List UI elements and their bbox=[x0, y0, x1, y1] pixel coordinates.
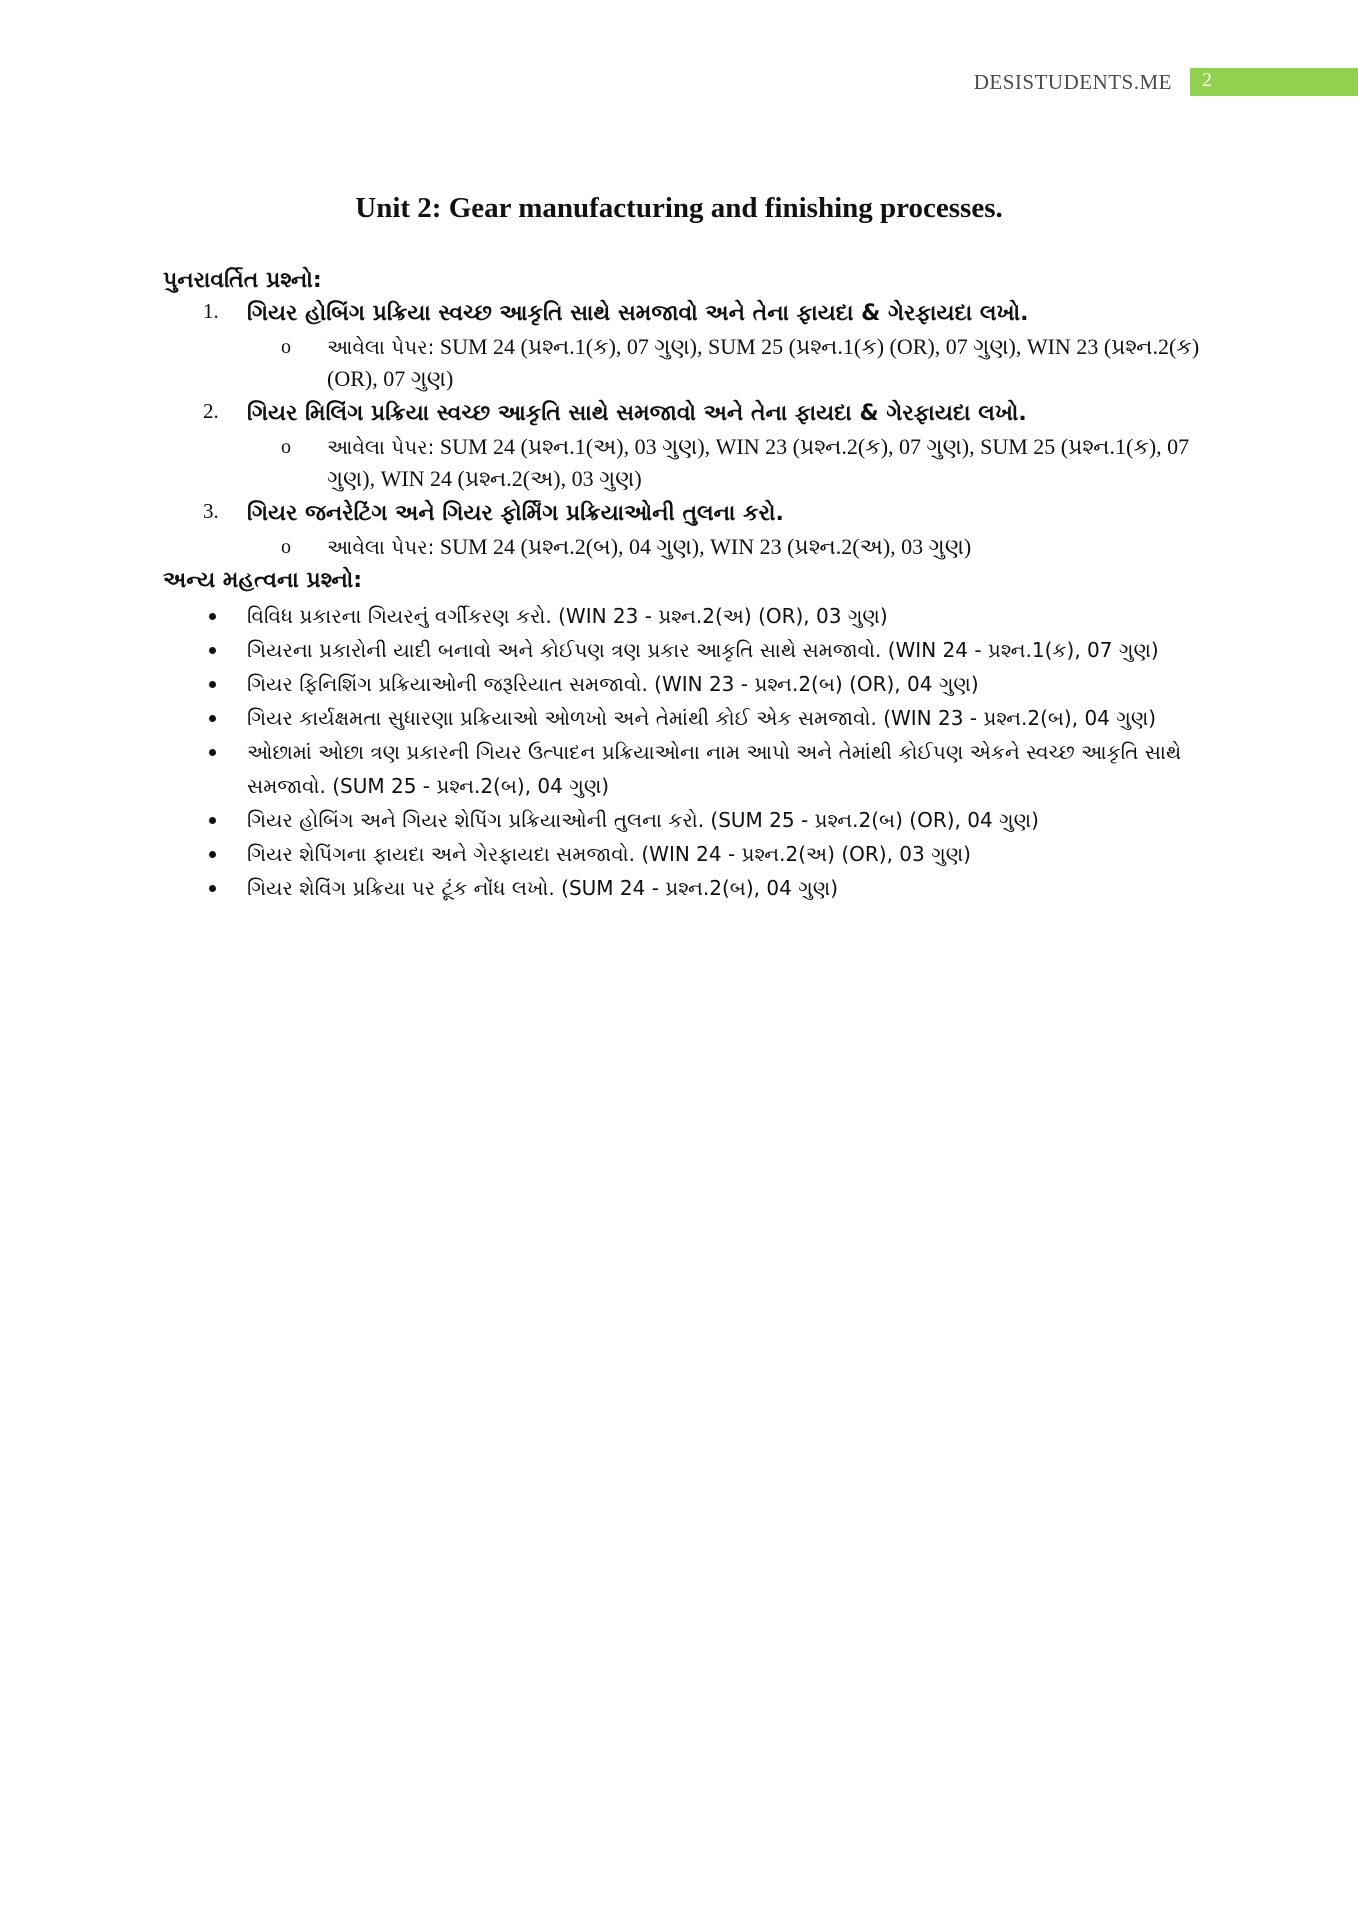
list-item bbox=[163, 837, 1203, 871]
repeated-questions-list bbox=[163, 297, 1203, 563]
bullet-icon bbox=[209, 613, 216, 620]
papers-label: આવેલા પેપર: bbox=[327, 535, 435, 559]
papers-text: SUM 24 (પ્રશ્ન.1(ક), 07 ગુણ), SUM 25 (પ્રશ્ન.1(ક) (OR), 07 ગુણ), WIN 23 (પ્રશ્ન.2(ક) (OR), 07 ગુણ) bbox=[327, 334, 1200, 391]
list-item bbox=[163, 397, 1203, 495]
question-text: ગિયર મિલિંગ પ્રક્રિયા સ્વચ્છ આકૃતિ સાથે સમજાવો અને તેના ફાયદા & ગેરફાયદા લખો. bbox=[247, 401, 1027, 426]
question-text: ગિયર જનરેટિંગ અને ગિયર ફોર્મિંગ પ્રક્રિયાઓની તુલના કરો. bbox=[247, 501, 784, 526]
bullet-icon bbox=[209, 817, 216, 824]
question-text: વિવિધ પ્રકારના ગિયરનું વર્ગીકરણ કરો. (WIN 23 - પ્રશ્ન.2(અ) (OR), 03 ગુણ) bbox=[247, 604, 888, 628]
bullet-icon bbox=[209, 749, 216, 756]
list-item bbox=[163, 667, 1203, 701]
other-questions-heading: અન્ય મહત્વના પ્રશ્નો: bbox=[163, 568, 363, 593]
papers-label: આવેલા પેપર: bbox=[327, 435, 435, 459]
papers-line bbox=[247, 431, 1203, 495]
list-item bbox=[163, 701, 1203, 735]
site-name: DESISTUDENTS.ME bbox=[973, 70, 1172, 94]
list-item bbox=[163, 599, 1203, 633]
circle-bullet-icon: o bbox=[281, 436, 291, 458]
question-text: ઓછામાં ઓછા ત્રણ પ્રકારની ગિયર ઉત્પાદન પ્રક્રિયાઓના નામ આપો અને તેમાંથી કોઈપણ એકને સ્વચ્છ આકૃતિ સાથે સમજાવો. (SUM 25 - પ્રશ્ન.2(બ), 04 ગુણ) bbox=[247, 740, 1182, 798]
bullet-icon bbox=[209, 715, 216, 722]
question-text: ગિયર હોબિંગ અને ગિયર શેપિંગ પ્રક્રિયાઓની તુલના કરો. (SUM 25 - પ્રશ્ન.2(બ) (OR), 04 ગુણ) bbox=[247, 808, 1039, 832]
question-text: ગિયર શેપિંગના ફાયદા અને ગેરફાયદા સમજાવો. (WIN 24 - પ્રશ્ન.2(અ) (OR), 03 ગુણ) bbox=[247, 842, 971, 866]
question-number: 3. bbox=[203, 499, 219, 523]
list-item bbox=[163, 297, 1203, 395]
papers-label: આવેલા પેપર: bbox=[327, 335, 435, 359]
circle-bullet-icon: o bbox=[281, 336, 291, 358]
papers-text: SUM 24 (પ્રશ્ન.2(બ), 04 ગુણ), WIN 23 (પ્રશ્ન.2(અ), 03 ગુણ) bbox=[434, 534, 972, 559]
page-number-box bbox=[1190, 68, 1358, 96]
document-body bbox=[163, 265, 1203, 905]
question-text: ગિયર ફિનિશિંગ પ્રક્રિયાઓની જરૂરિયાત સમજાવો. (WIN 23 - પ્રશ્ન.2(બ) (OR), 04 ગુણ) bbox=[247, 672, 979, 696]
bullet-icon bbox=[209, 681, 216, 688]
other-questions-list bbox=[163, 599, 1203, 905]
bullet-icon bbox=[209, 851, 216, 858]
papers-line bbox=[247, 331, 1203, 395]
papers-text: SUM 24 (પ્રશ્ન.1(અ), 03 ગુણ), WIN 23 (પ્રશ્ન.2(ક), 07 ગુણ), SUM 25 (પ્રશ્ન.1(ક), 07 ગુણ), WIN 24 (પ્રશ્ન.2(અ), 03 ગુણ) bbox=[327, 434, 1190, 491]
list-item bbox=[163, 803, 1203, 837]
repeated-questions-heading: પુનરાવર્તિત પ્રશ્નો: bbox=[163, 268, 322, 293]
question-number: 1. bbox=[203, 299, 219, 323]
bullet-icon bbox=[209, 647, 216, 654]
question-number: 2. bbox=[203, 399, 219, 423]
page-header bbox=[0, 68, 1358, 96]
papers-line bbox=[247, 531, 1203, 563]
question-text: ગિયર શેવિંગ પ્રક્રિયા પર ટૂંક નોંધ લખો. (SUM 24 - પ્રશ્ન.2(બ), 04 ગુણ) bbox=[247, 876, 839, 900]
list-item bbox=[163, 497, 1203, 563]
question-text: ગિયર હોબિંગ પ્રક્રિયા સ્વચ્છ આકૃતિ સાથે સમજાવો અને તેના ફાયદા & ગેરફાયદા લખો. bbox=[247, 301, 1029, 326]
list-item bbox=[163, 871, 1203, 905]
circle-bullet-icon: o bbox=[281, 536, 291, 558]
list-item bbox=[163, 735, 1203, 803]
question-text: ગિયર કાર્યક્ષમતા સુધારણા પ્રક્રિયાઓ ઓળખો અને તેમાંથી કોઈ એક સમજાવો. (WIN 23 - પ્રશ્ન.2(બ), 04 ગુણ) bbox=[247, 706, 1157, 730]
bullet-icon bbox=[209, 885, 216, 892]
page-number: 2 bbox=[1202, 69, 1212, 91]
question-text: ગિયરના પ્રકારોની યાદી બનાવો અને કોઈપણ ત્રણ પ્રકાર આકૃતિ સાથે સમજાવો. (WIN 24 - પ્રશ્ન.1(ક), 07 ગુણ) bbox=[247, 638, 1159, 662]
list-item bbox=[163, 633, 1203, 667]
unit-title: Unit 2: Gear manufacturing and finishing processes. bbox=[355, 192, 1003, 224]
